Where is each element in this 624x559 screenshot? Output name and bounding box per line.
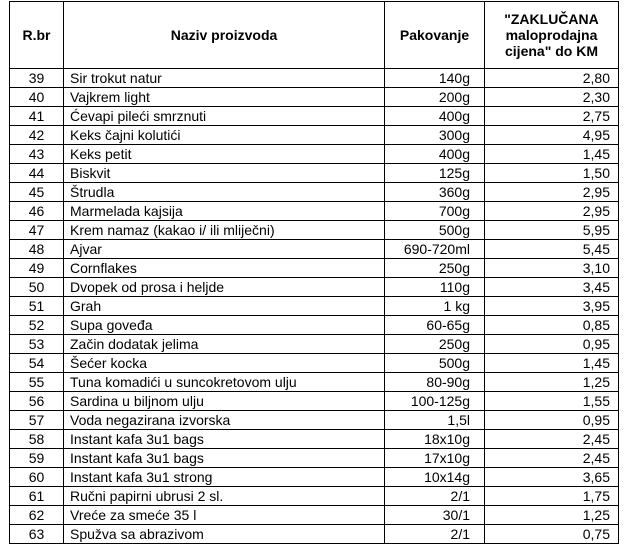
- table-row: [10, 164, 619, 183]
- table-row: [10, 88, 619, 107]
- price-cell: 2,30: [485, 88, 619, 107]
- price-cell: 2,95: [485, 183, 619, 202]
- row-number-cell: 51: [10, 297, 64, 316]
- product-name-cell: Ćevapi pileći smrznuti: [64, 107, 385, 126]
- row-number-cell: 54: [10, 354, 64, 373]
- table-row: [10, 373, 619, 392]
- table-row: [10, 392, 619, 411]
- price-cell: 2,45: [485, 430, 619, 449]
- table-row: [10, 240, 619, 259]
- product-name-cell: Cornflakes: [64, 259, 385, 278]
- price-cell: 0,95: [485, 411, 619, 430]
- table-header: [10, 2, 619, 69]
- product-name-cell: Instant kafa 3u1 bags: [64, 430, 385, 449]
- product-name-cell: Grah: [64, 297, 385, 316]
- row-number-cell: 42: [10, 126, 64, 145]
- table-row: [10, 107, 619, 126]
- price-cell: 2,95: [485, 202, 619, 221]
- table-row: [10, 335, 619, 354]
- row-number-cell: 41: [10, 107, 64, 126]
- packaging-cell: 690-720ml: [385, 240, 485, 259]
- row-number-cell: 43: [10, 145, 64, 164]
- table-row: [10, 449, 619, 468]
- product-name-cell: Sir trokut natur: [64, 69, 385, 88]
- price-cell: 1,55: [485, 392, 619, 411]
- header-rbr: R.br: [10, 2, 64, 69]
- table-row: [10, 506, 619, 525]
- row-number-cell: 57: [10, 411, 64, 430]
- packaging-cell: 1 kg: [385, 297, 485, 316]
- product-name-cell: Začin dodatak jelima: [64, 335, 385, 354]
- packaging-cell: 400g: [385, 145, 485, 164]
- packaging-cell: 60-65g: [385, 316, 485, 335]
- packaging-cell: 125g: [385, 164, 485, 183]
- row-number-cell: 58: [10, 430, 64, 449]
- packaging-cell: 700g: [385, 202, 485, 221]
- packaging-cell: 17x10g: [385, 449, 485, 468]
- product-name-cell: Štrudla: [64, 183, 385, 202]
- table-row: [10, 525, 619, 544]
- row-number-cell: 61: [10, 487, 64, 506]
- packaging-cell: 10x14g: [385, 468, 485, 487]
- price-cell: 5,45: [485, 240, 619, 259]
- price-cell: 1,45: [485, 354, 619, 373]
- packaging-cell: 250g: [385, 335, 485, 354]
- packaging-cell: 200g: [385, 88, 485, 107]
- product-name-cell: Ručni papirni ubrusi 2 sl.: [64, 487, 385, 506]
- packaging-cell: 18x10g: [385, 430, 485, 449]
- price-cell: 3,65: [485, 468, 619, 487]
- table-row: [10, 297, 619, 316]
- row-number-cell: 46: [10, 202, 64, 221]
- packaging-cell: 400g: [385, 107, 485, 126]
- price-cell: 1,45: [485, 145, 619, 164]
- product-name-cell: Biskvit: [64, 164, 385, 183]
- packaging-cell: 250g: [385, 259, 485, 278]
- table-row: [10, 221, 619, 240]
- header-row: [10, 2, 619, 69]
- table-row: [10, 468, 619, 487]
- header-packaging: Pakovanje: [385, 2, 485, 69]
- product-name-cell: Instant kafa 3u1 bags: [64, 449, 385, 468]
- row-number-cell: 52: [10, 316, 64, 335]
- table-body: [10, 69, 619, 544]
- packaging-cell: 500g: [385, 354, 485, 373]
- product-name-cell: Vajkrem light: [64, 88, 385, 107]
- price-cell: 3,45: [485, 278, 619, 297]
- product-name-cell: Šećer kocka: [64, 354, 385, 373]
- packaging-cell: 360g: [385, 183, 485, 202]
- packaging-cell: 80-90g: [385, 373, 485, 392]
- table-row: [10, 411, 619, 430]
- table-row: [10, 202, 619, 221]
- table-row: [10, 316, 619, 335]
- row-number-cell: 55: [10, 373, 64, 392]
- row-number-cell: 44: [10, 164, 64, 183]
- price-cell: 1,50: [485, 164, 619, 183]
- packaging-cell: 500g: [385, 221, 485, 240]
- row-number-cell: 63: [10, 525, 64, 544]
- product-name-cell: Spužva sa abrazivom: [64, 525, 385, 544]
- table-row: [10, 69, 619, 88]
- packaging-cell: 110g: [385, 278, 485, 297]
- packaging-cell: 100-125g: [385, 392, 485, 411]
- row-number-cell: 56: [10, 392, 64, 411]
- row-number-cell: 50: [10, 278, 64, 297]
- packaging-cell: 2/1: [385, 525, 485, 544]
- table-row: [10, 126, 619, 145]
- row-number-cell: 45: [10, 183, 64, 202]
- header-price: [485, 2, 619, 69]
- price-cell: 0,75: [485, 525, 619, 544]
- product-name-cell: Krem namaz (kakao i/ ili mliječni): [64, 221, 385, 240]
- price-cell: 3,10: [485, 259, 619, 278]
- table-row: [10, 259, 619, 278]
- row-number-cell: 59: [10, 449, 64, 468]
- price-cell: 2,75: [485, 107, 619, 126]
- price-cell: 2,80: [485, 69, 619, 88]
- table-row: [10, 487, 619, 506]
- table-row: [10, 278, 619, 297]
- packaging-cell: 140g: [385, 69, 485, 88]
- row-number-cell: 40: [10, 88, 64, 107]
- price-cell: 0,95: [485, 335, 619, 354]
- price-cell: 1,75: [485, 487, 619, 506]
- row-number-cell: 47: [10, 221, 64, 240]
- packaging-cell: 2/1: [385, 487, 485, 506]
- row-number-cell: 49: [10, 259, 64, 278]
- product-name-cell: Keks čajni kolutići: [64, 126, 385, 145]
- price-cell: 1,25: [485, 506, 619, 525]
- packaging-cell: 1,5l: [385, 411, 485, 430]
- packaging-cell: 300g: [385, 126, 485, 145]
- product-name-cell: Marmelada kajsija: [64, 202, 385, 221]
- price-cell: 4,95: [485, 126, 619, 145]
- product-name-cell: Tuna komadići u suncokretovom ulju: [64, 373, 385, 392]
- product-name-cell: Supa goveđa: [64, 316, 385, 335]
- product-name-cell: Dvopek od prosa i heljde: [64, 278, 385, 297]
- table-row: [10, 354, 619, 373]
- product-name-cell: Voda negazirana izvorska: [64, 411, 385, 430]
- table-row: [10, 183, 619, 202]
- row-number-cell: 60: [10, 468, 64, 487]
- header-price-text: "ZAKLUČANA maloprodajna cijena" do KM: [504, 11, 599, 59]
- row-number-cell: 39: [10, 69, 64, 88]
- row-number-cell: 48: [10, 240, 64, 259]
- price-cell: 2,45: [485, 449, 619, 468]
- table-row: [10, 430, 619, 449]
- product-name-cell: Keks petit: [64, 145, 385, 164]
- price-table: [9, 1, 619, 544]
- price-cell: 1,25: [485, 373, 619, 392]
- product-name-cell: Vreće za smeće 35 l: [64, 506, 385, 525]
- price-cell: 0,85: [485, 316, 619, 335]
- header-product-name: Naziv proizvoda: [64, 2, 385, 69]
- product-name-cell: Sardina u biljnom ulju: [64, 392, 385, 411]
- row-number-cell: 53: [10, 335, 64, 354]
- product-name-cell: Ajvar: [64, 240, 385, 259]
- price-cell: 5,95: [485, 221, 619, 240]
- packaging-cell: 30/1: [385, 506, 485, 525]
- product-name-cell: Instant kafa 3u1 strong: [64, 468, 385, 487]
- row-number-cell: 62: [10, 506, 64, 525]
- price-cell: 3,95: [485, 297, 619, 316]
- table-row: [10, 145, 619, 164]
